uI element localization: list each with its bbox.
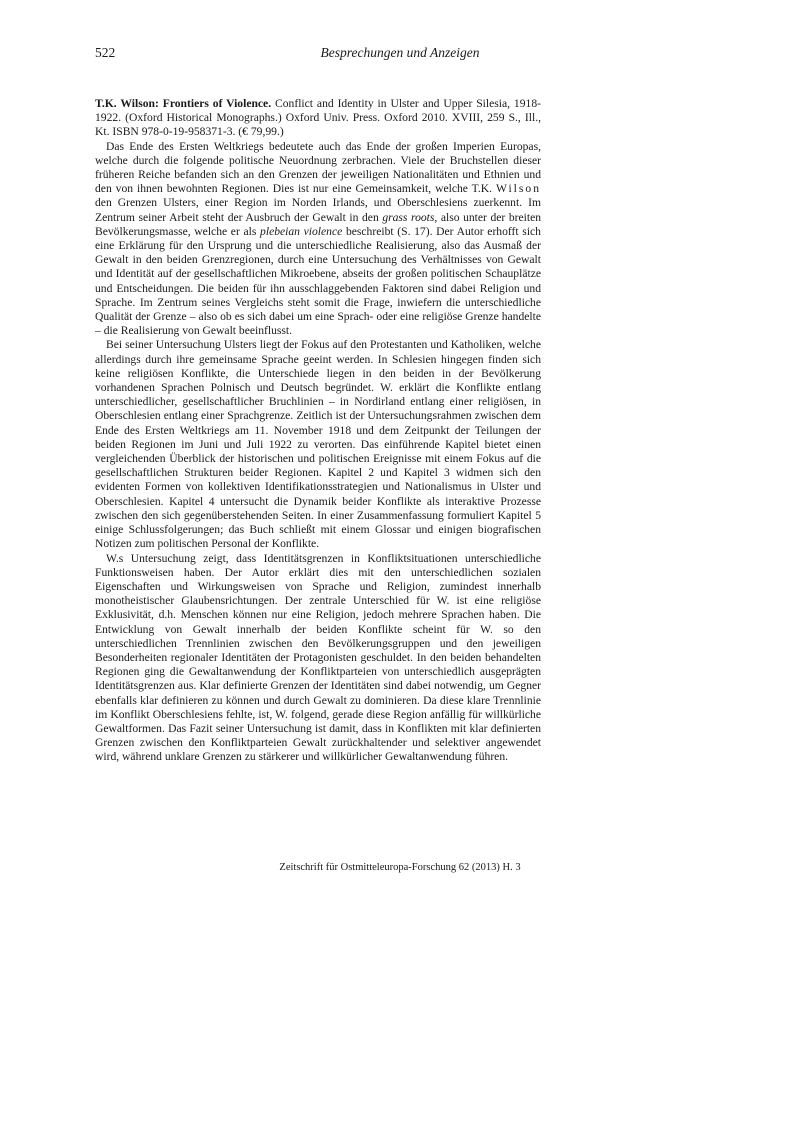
review-paragraph-1 <box>95 140 541 339</box>
paragraph-text: Das Ende des Ersten Weltkriegs bedeutete auch das Ende der großen Imperien Europas, welche durch die folgende politische Neuordnung zerbrachen. Viele der Bruchstellen dieser früheren Reiche befanden sich an den Grenzen der jeweiligen Nationalitäten und Ethnien und den von ihnen bewohnten Regionen. Dies ist nur eine Gemeinsamkeit, welche T.K. <box>95 139 541 196</box>
review-paragraph-2: Bei seiner Untersuchung Ulsters liegt der Fokus auf den Protestanten und Katholiken, welche allerdings durch ihre gemeinsame Sprache geeint werden. In Schlesien hingegen finden sich keine religiösen Konflikte, die Unterschiede liegen in den beiden in der Bevölkerung vorhandenen Sprachen Polnisch und Deutsch begründet. W. erklärt die Konflikte entlang unterschiedlicher, gesellschaftlicher Bruchlinien – in Nordirland entlang einer religiösen, in Oberschlesien entlang einer Sprachgrenze. Zeitlich ist der Untersuchungsrahmen zwischen dem Ende des Ersten Weltkriegs am 11. November 1918 und dem Zeitpunkt der Teilungen der beiden Regionen im Juni und Juli 1922 zu verorten. Das einführende Kapitel bietet einen vergleichenden Überblick der historischen und politischen Ereignisse mit einem Fokus auf die gesellschaftlichen Strukturen beider Regionen. Kapitel 2 und Kapitel 3 widmen sich den evidenten Formen von kollektiven Identifikationsstrategien und Nationalismus in Ulster und Oberschlesien. Kapitel 4 untersucht die Dynamik beider Konflikte als interaktive Prozesse zwischen den sich gegenüberstehenden Seiten. In einer Zusammenfassung formuliert Kapitel 5 einige Schlussfolgerungen; das Buch schließt mit einem Glossar und einigen biografischen Notizen zum politischen Personal der Konflikte. <box>95 338 541 551</box>
book-author-title: T.K. Wilson: Frontiers of Violence. <box>95 97 272 110</box>
book-details: Conflict and Identity in Ulster and Upper Silesia, 1918-1922. (Oxford Historical Monographs.) Oxford Univ. Press. Oxford 2010. XVIII, 259 S., Ill., Kt. ISBN 978-0-19-958371-3. (€ 79,99.) <box>95 97 541 139</box>
paragraph-text: den Grenzen Ulsters, einer Region im Norden Irlands, und Oberschlesiens zuerkennt. Im Zentrum seiner Arbeit steht der Ausbruch der Gewalt in den <box>95 196 541 224</box>
author-name-spaced: Wilson <box>495 182 541 196</box>
paragraph-text: beschreibt (S. 17). Der Autor erhofft sich eine Erklärung für den Ursprung und die unterschiedliche Realisierung, also das Ausmaß der Gewalt in den beiden Grenzregionen, durch eine Untersuchung des Verhältnisses von Gewalt und Identität auf der gesellschaftlichen Mikroebene, abseits der großen politischen Schauplätze und Entscheidungen. Die beiden für ihn ausschlaggebenden Faktoren sind dabei Religion und Sprache. Im Zentrum seines Vergleichs steht somit die Frage, inwiefern die unterschiedliche Qualität der Grenze – also ob es sich dabei um eine Sprach- oder eine religiöse Grenze handelte – die Realisierung von Gewalt beeinflusst. <box>95 224 541 338</box>
page-number: 522 <box>95 45 116 60</box>
running-title: Besprechungen und Anzeigen <box>320 45 480 60</box>
journal-footer: Zeitschrift für Ostmitteleuropa-Forschung 62 (2013) H. 3 <box>279 862 521 873</box>
paragraph-text: , also unter der breiten Bevölkerungsmasse, welche er als <box>95 210 542 238</box>
bibliographic-entry <box>95 97 541 140</box>
review-body <box>95 97 541 765</box>
review-paragraph-3: W.s Untersuchung zeigt, dass Identitätsgrenzen in Konfliktsituationen unterschiedliche Funktionsweisen haben. Der Autor erklärt dies mit den unterschiedlichen sozialen Eigenschaften und Wirkungsweisen von Sprache und Religion, zumindest innerhalb monotheistischer Glaubensrichtungen. Der zentrale Unterschied für W. ist eine religiöse Exklusivität, d.h. Menschen können nur eine Religion, jedoch mehrere Sprachen haben. Die Entwicklung von Gewalt innerhalb der beiden Konflikte scheint für W. so den unterschiedlichen Trennlinien zwischen den Bevölkerungsgruppen und den jeweiligen Besonderheiten regionaler Identitäten der Protagonisten geschuldet. In den beiden behandelten Regionen ging die Gewaltanwendung der Konfliktparteien von unterschiedlich ausgeprägten Identitätsgrenzen aus. Klar definierte Grenzen der Identitäten sind dabei notwendig, um Gegner ebenfalls klar definieren zu können und durch Gewalt zu dominieren. Da diese klare Trennlinie im Konflikt Oberschlesiens fehlte, ist, W. folgend, gerade diese Region anfällig für willkürliche Gewaltformen. Das Fazit seiner Untersuchung ist damit, dass in Konflikten mit klar definierten Grenzen zwischen den Konfliktparteien Gewalt zurückhaltender und selektiver angewendet wird, während unklare Grenzen zu stärkerer und willkürlicher Gewaltanwendung führen. <box>95 551 541 764</box>
emphasis-grass-roots: grass roots <box>382 210 435 224</box>
emphasis-plebeian-violence: plebeian violence <box>260 224 343 238</box>
